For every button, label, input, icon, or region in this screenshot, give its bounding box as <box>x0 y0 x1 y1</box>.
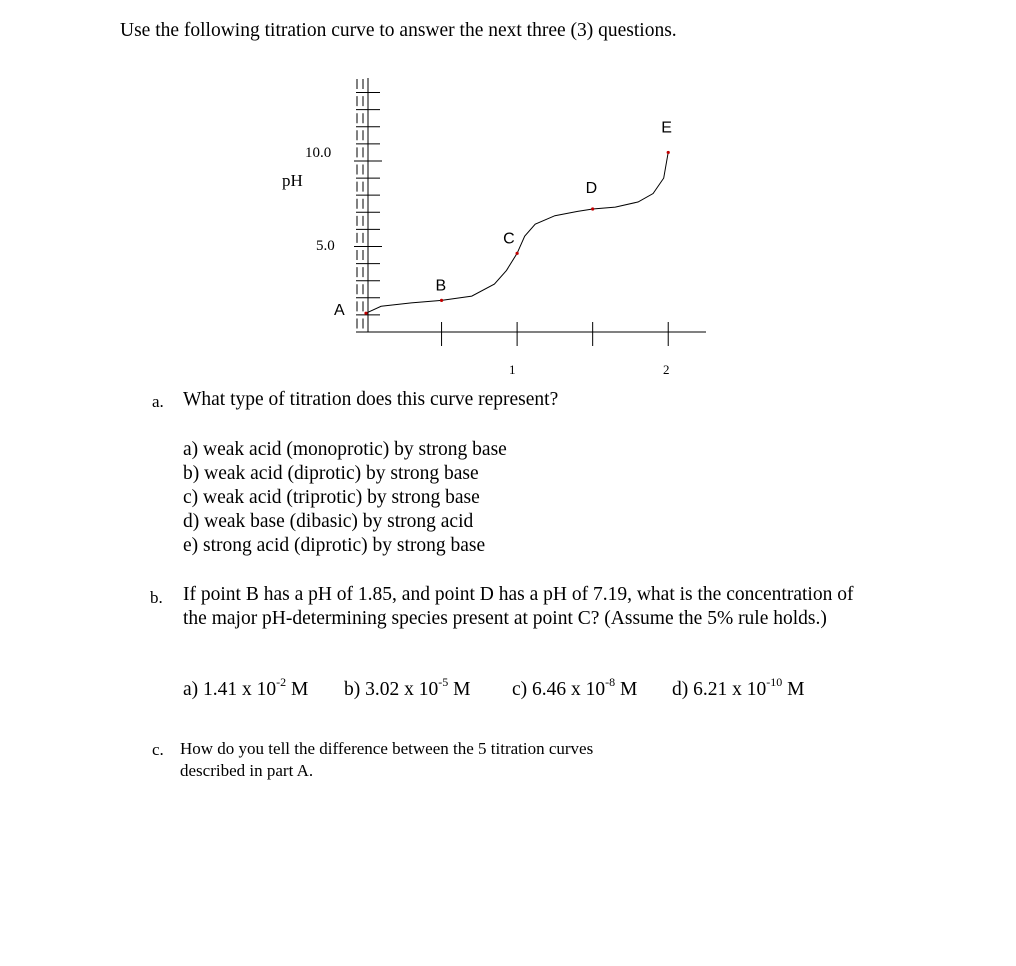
choice-d: d) weak base (dibasic) by strong acid <box>183 511 474 532</box>
point-a-marker <box>364 312 367 315</box>
point-c-marker <box>516 252 519 255</box>
question-a-text: What type of titration does this curve represent? <box>183 389 559 410</box>
y-tick-label: 10.0 <box>305 145 332 161</box>
point-d-marker <box>591 207 594 210</box>
point-d-label: D <box>585 180 598 198</box>
question-c-text: How do you tell the difference between the 5 titration curves described in part A. <box>180 739 594 780</box>
choice-b-b: b) 3.02 x $10^{-5}$ M <box>344 675 471 700</box>
titration-chart <box>270 70 720 388</box>
choice-b-c: c) 6.46 x $10^{-8}$ M <box>512 675 638 700</box>
question-b-text: If point B has a pH of 1.85, and point D has a pH of 7.19, what is the concentration of the major pH-determining species present at point C? (Assume the 5% rule holds.) <box>183 584 854 629</box>
point-e-label: E <box>661 119 672 137</box>
y-axis-label: pH <box>282 171 303 190</box>
point-b-label: B <box>435 277 447 295</box>
question-a-label: a. <box>152 392 164 411</box>
point-c-label: C <box>503 230 515 248</box>
x-tick-label: 1 <box>509 362 516 377</box>
choice-b-d: d) 6.21 x $10^{-10}$ M <box>672 675 805 700</box>
choice-b: b) weak acid (diprotic) by strong base <box>183 463 479 484</box>
choice-a: a) weak acid (monoprotic) by strong base <box>183 439 507 460</box>
y-tick-label: 5.0 <box>316 238 335 254</box>
question-a-choices <box>183 438 507 558</box>
question-b-label: b. <box>150 588 163 607</box>
choice-e: e) strong acid (diprotic) by strong base <box>183 535 486 556</box>
point-e-marker <box>667 151 670 154</box>
choice-c: c) weak acid (triprotic) by strong base <box>183 487 480 508</box>
intro-text: Use the following titration curve to answer the next three (3) questions. <box>120 20 677 41</box>
x-tick-label: 2 <box>663 362 670 377</box>
choice-b-a: a) 1.41 x $10^{-2}$ M <box>183 675 309 700</box>
question-b-choices <box>183 675 883 709</box>
point-b-marker <box>440 299 443 302</box>
question-c-label: c. <box>152 740 164 759</box>
point-a-label: A <box>334 302 345 320</box>
